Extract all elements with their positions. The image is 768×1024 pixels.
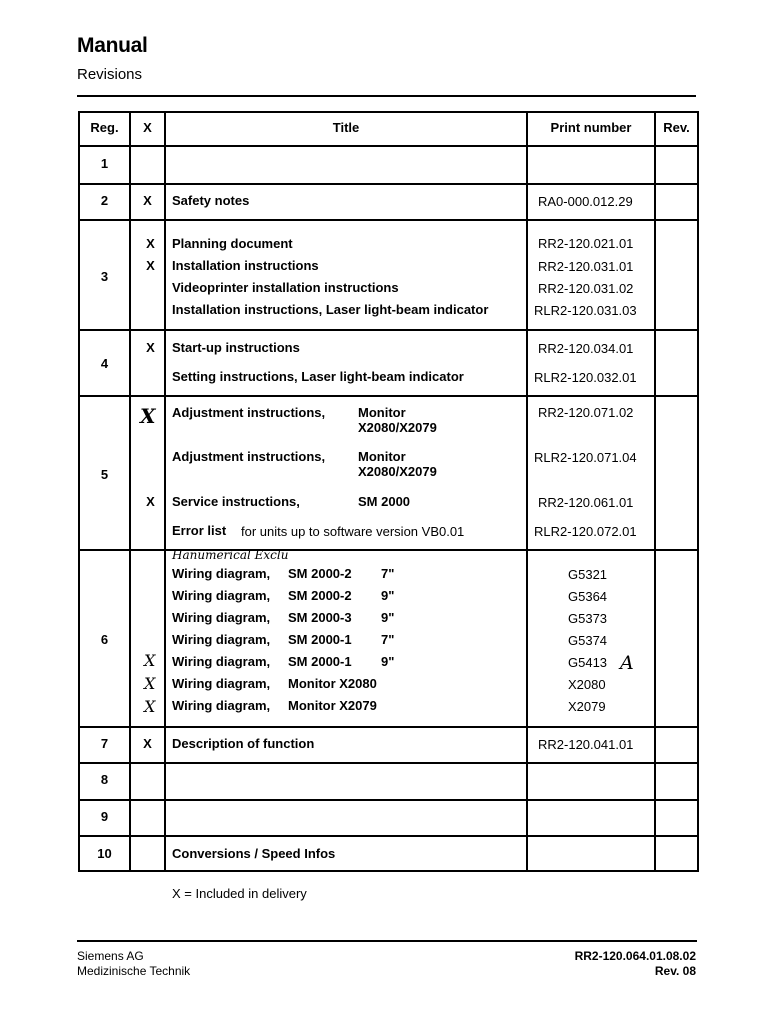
table-header-rule	[78, 145, 699, 147]
delivery-mark: X	[146, 236, 155, 251]
print-number: G5413	[568, 655, 608, 670]
handwritten-delivery-mark: X	[144, 674, 156, 693]
row-divider	[78, 835, 699, 837]
print-number: RR2-120.071.02	[538, 405, 634, 420]
document-title: Safety notes	[172, 193, 250, 208]
column-header-title: Title	[332, 120, 360, 135]
delivery-mark: X	[146, 258, 155, 273]
document-title: Adjustment instructions,	[172, 405, 326, 420]
print-number: RR2-120.041.01	[538, 737, 634, 752]
print-number: RR2-120.021.01	[538, 236, 634, 251]
device-name: Monitor	[358, 405, 406, 420]
document-title: Wiring diagram,	[172, 698, 271, 713]
row-divider	[78, 799, 699, 801]
print-number: RR2-120.034.01	[538, 341, 634, 356]
footer-revision: Rev. 08	[654, 964, 696, 978]
footer-company: Siemens AG	[77, 949, 144, 963]
print-number: G5321	[568, 567, 608, 582]
screen-size: 9"	[381, 654, 395, 669]
model-name: SM 2000-1	[288, 654, 352, 669]
column-divider	[526, 111, 528, 872]
document-title: Start-up instructions	[172, 340, 300, 355]
screen-size: 9"	[381, 610, 395, 625]
column-divider	[164, 111, 166, 872]
row-reg-number: 9	[100, 809, 109, 824]
table-border-left	[78, 111, 80, 872]
row-divider	[78, 762, 699, 764]
model-name: SM 2000-2	[288, 566, 352, 581]
document-title: Adjustment instructions,	[172, 449, 326, 464]
table-border-bottom	[78, 870, 699, 872]
row-reg-number: 5	[100, 467, 109, 482]
column-divider	[129, 111, 131, 872]
footer-divider	[77, 940, 697, 942]
table-border-top	[78, 111, 699, 113]
document-title: Wiring diagram,	[172, 632, 271, 647]
print-number: G5364	[568, 589, 608, 604]
page-title: Manual	[77, 34, 148, 57]
device-model: X2080/X2079	[358, 464, 437, 479]
screen-size: 7"	[381, 566, 395, 581]
print-number: RA0-000.012.29	[538, 194, 633, 209]
document-title: Service instructions,	[172, 494, 300, 509]
document-title: Videoprinter installation instructions	[172, 280, 399, 295]
document-title: Wiring diagram,	[172, 566, 271, 581]
handwritten-note: Hanumerical Exclu	[172, 548, 289, 562]
document-title: Wiring diagram,	[172, 588, 271, 603]
footer-division: Medizinische Technik	[77, 964, 191, 978]
print-number: G5373	[568, 611, 608, 626]
document-title: Installation instructions, Laser light-beam indicator	[172, 302, 489, 317]
column-divider	[654, 111, 656, 872]
model-name: SM 2000-1	[288, 632, 352, 647]
print-number: X2080	[568, 677, 606, 692]
document-title: Conversions / Speed Infos	[172, 846, 336, 861]
row-divider	[78, 395, 699, 397]
handwritten-revision-mark: A	[620, 652, 634, 674]
screen-size: 7"	[381, 632, 395, 647]
row-reg-number: 3	[100, 269, 109, 284]
print-number: RR2-120.061.01	[538, 495, 634, 510]
model-name: Monitor X2079	[288, 698, 377, 713]
delivery-mark: X	[143, 193, 152, 208]
document-title: Error list	[172, 523, 227, 538]
row-divider	[78, 219, 699, 221]
row-reg-number: 8	[100, 772, 109, 787]
column-header-print-number: Print number	[550, 120, 632, 135]
footer-document-number: RR2-120.064.01.08.02	[574, 949, 696, 963]
row-reg-number: 6	[100, 632, 109, 647]
print-number: G5374	[568, 633, 608, 648]
document-title: Setting instructions, Laser light-beam indicator	[172, 369, 464, 384]
model-name: SM 2000-2	[288, 588, 352, 603]
print-number: RLR2-120.071.04	[534, 450, 637, 465]
print-number: RR2-120.031.02	[538, 281, 634, 296]
delivery-mark: X	[143, 736, 152, 751]
model-name: SM 2000-3	[288, 610, 352, 625]
document-title: Wiring diagram,	[172, 610, 271, 625]
handwritten-delivery-mark: X	[144, 697, 156, 716]
table-border-right	[697, 111, 699, 872]
device-name: Monitor	[358, 449, 406, 464]
row-divider	[78, 329, 699, 331]
delivery-mark: X	[146, 340, 155, 355]
document-title: Planning document	[172, 236, 293, 251]
print-number: RLR2-120.072.01	[534, 524, 637, 539]
row-divider	[78, 183, 699, 185]
handwritten-delivery-mark: X	[140, 404, 156, 428]
screen-size: 9"	[381, 588, 395, 603]
model-name: Monitor X2080	[288, 676, 377, 691]
row-reg-number: 2	[100, 193, 109, 208]
row-divider	[78, 726, 699, 728]
document-title: Description of function	[172, 736, 315, 751]
page-subtitle: Revisions	[77, 66, 143, 83]
column-header-x: X	[143, 120, 152, 135]
document-title-tail: for units up to software version VB0.01	[241, 524, 465, 539]
device-name: SM 2000	[358, 494, 411, 509]
delivery-mark: X	[146, 494, 155, 509]
column-header-rev: Rev.	[663, 120, 690, 135]
document-title: Wiring diagram,	[172, 654, 271, 669]
device-model: X2080/X2079	[358, 420, 437, 435]
print-number: X2079	[568, 699, 606, 714]
row-reg-number: 10	[97, 846, 112, 861]
handwritten-delivery-mark: X	[144, 651, 156, 670]
print-number: RR2-120.031.01	[538, 259, 634, 274]
legend-note: X = Included in delivery	[172, 886, 307, 901]
document-title: Wiring diagram,	[172, 676, 271, 691]
document-title: Installation instructions	[172, 258, 319, 273]
print-number: RLR2-120.032.01	[534, 370, 637, 385]
column-header-reg: Reg.	[90, 120, 119, 135]
row-reg-number: 7	[100, 736, 109, 751]
row-reg-number: 4	[100, 356, 109, 371]
print-number: RLR2-120.031.03	[534, 303, 637, 318]
row-reg-number: 1	[100, 156, 109, 171]
